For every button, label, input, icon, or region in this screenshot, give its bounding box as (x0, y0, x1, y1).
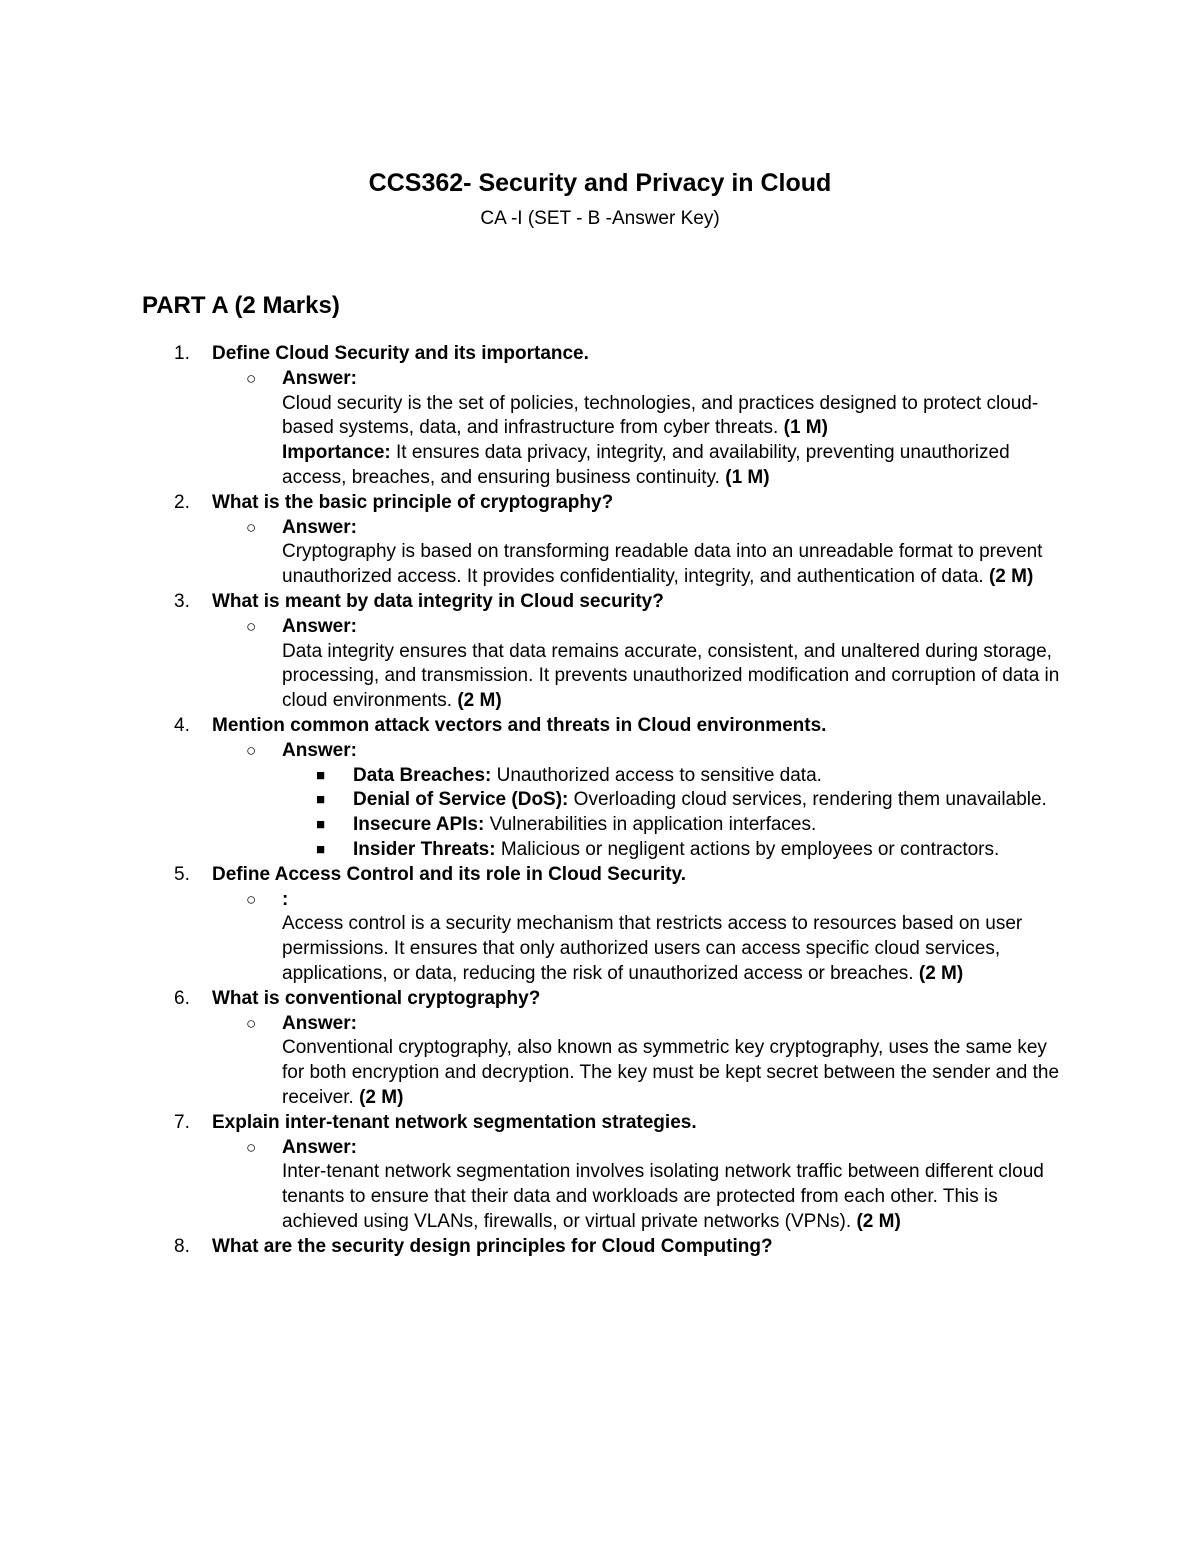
answer-4 (0, 739, 1200, 764)
answer-text: Inter-tenant network segmentation involves isolating network traffic between different cloud tenants to ensure that their data and workloads are protected from each other. This is achieved using VLANs, firewalls, or virtual private networks (VPNs). (282, 1161, 1044, 1232)
bullet-desc: Unauthorized access to sensitive data. (496, 764, 822, 786)
bullet-item (0, 838, 1200, 863)
answer-body (282, 392, 1062, 491)
marks-label: (2 M) (918, 962, 964, 984)
document-title: CCS362- Security and Privacy in Cloud (368, 169, 832, 197)
marks-label: (1 M) (783, 417, 828, 439)
question-number: 7. (174, 1111, 190, 1133)
part-a-heading: PART A (2 Marks) (142, 292, 340, 319)
hollow-circle-bullet-icon: ○ (246, 889, 257, 909)
question-text: Define Access Control and its role in Cloud Security. (212, 863, 687, 885)
importance-label: Importance: (282, 442, 391, 464)
answer-6 (0, 1012, 1200, 1111)
question-text: What are the security design principles for Cloud Computing? (212, 1235, 773, 1257)
bullet-term: Insecure APIs: (353, 814, 485, 836)
answer-label: Answer: (282, 1136, 357, 1158)
question-text: Mention common attack vectors and threats in Cloud environments. (212, 714, 827, 736)
question-number: 2. (174, 491, 190, 513)
marks-label: (1 M) (725, 466, 770, 488)
hollow-circle-bullet-icon: ○ (246, 616, 257, 636)
question-number: 4. (174, 714, 190, 736)
answer-label: : (282, 888, 289, 910)
marks-label: (2 M) (856, 1210, 901, 1232)
hollow-circle-bullet-icon: ○ (246, 368, 257, 388)
answer-body (282, 540, 1062, 590)
question-7 (0, 1111, 1200, 1136)
question-list (0, 342, 1200, 1259)
bullet-text (353, 838, 1053, 863)
bullet-term: Data Breaches: (353, 764, 492, 786)
answer-3 (0, 615, 1200, 714)
question-6 (0, 987, 1200, 1012)
hollow-circle-bullet-icon: ○ (246, 517, 257, 537)
question-number: 3. (174, 590, 190, 612)
question-text: Explain inter-tenant network segmentation strategies. (212, 1111, 697, 1133)
question-number: 5. (174, 863, 190, 885)
square-bullet-icon: ■ (316, 840, 326, 858)
bullet-term: Insider Threats: (353, 838, 496, 860)
answer-text: Access control is a security mechanism that restricts access to resources based on user permissions. It ensures that only authorized users can access specific cloud services, applications, or data, reducing the risk of unauthorized access or breaches. (282, 913, 1023, 984)
answer-body (282, 1036, 1062, 1110)
question-text: What is meant by data integrity in Cloud security? (212, 590, 664, 612)
question-number: 8. (174, 1235, 190, 1257)
hollow-circle-bullet-icon: ○ (246, 1137, 257, 1157)
square-bullet-icon: ■ (316, 766, 326, 784)
bullet-text (353, 813, 1053, 838)
bullet-item (0, 813, 1200, 838)
answer-label: Answer: (282, 516, 357, 538)
answer-body (282, 1160, 1062, 1234)
question-8 (0, 1235, 1200, 1260)
hollow-circle-bullet-icon: ○ (246, 1013, 257, 1033)
question-text: Define Cloud Security and its importance. (212, 343, 589, 364)
bullet-item (0, 788, 1200, 813)
question-text: What is conventional cryptography? (212, 987, 541, 1009)
answer-text: It ensures data privacy, integrity, and availability, preventing unauthorized access, breaches, and ensuring business continuity. (282, 442, 1010, 488)
answer-5 (0, 888, 1200, 987)
bullet-desc: Malicious or negligent actions by employees or contractors. (500, 838, 1000, 860)
answer-body (282, 912, 1062, 986)
question-text: What is the basic principle of cryptography? (212, 491, 614, 513)
document-subtitle: CA -I (SET - B -Answer Key) (480, 208, 720, 229)
question-4 (0, 714, 1200, 739)
marks-label: (2 M) (359, 1086, 404, 1108)
bullet-item (0, 764, 1200, 789)
bullet-text (353, 764, 1053, 789)
square-bullet-icon: ■ (316, 791, 326, 809)
answer-1 (0, 367, 1200, 491)
answer-text: Cloud security is the set of policies, technologies, and practices designed to protect cloud-based systems, data, and infrastructure from cyber threats. (282, 392, 1039, 439)
answer-text: Cryptography is based on transforming readable data into an unreadable format to prevent unauthorized access. It provides confidentiality, integrity, and authentication of data. (282, 541, 1043, 588)
answer-label: Answer: (282, 739, 357, 761)
question-number: 6. (174, 987, 190, 1009)
answer-7 (0, 1136, 1200, 1235)
bullet-text (353, 788, 1053, 813)
answer-label: Answer: (282, 615, 357, 637)
question-1 (0, 342, 1200, 367)
question-number: 1. (174, 343, 190, 364)
hollow-circle-bullet-icon: ○ (246, 740, 257, 760)
question-2 (0, 491, 1200, 516)
question-3 (0, 590, 1200, 615)
marks-label: (2 M) (988, 566, 1034, 588)
question-5 (0, 863, 1200, 888)
answer-body (282, 640, 1062, 714)
bullet-term: Denial of Service (DoS): (353, 789, 569, 811)
answer-2 (0, 516, 1200, 590)
answer-text: Data integrity ensures that data remains accurate, consistent, and unaltered during storage, processing, and transmission. It prevents unauthorized modification and corruption of data in cloud environments. (282, 640, 1060, 712)
answer-label: Answer: (282, 1012, 357, 1034)
square-bullet-icon: ■ (316, 816, 326, 834)
answer-text: Conventional cryptography, also known as symmetric key cryptography, uses the same key for both encryption and decryption. The key must be kept secret between the sender and the receiver. (282, 1037, 1060, 1108)
marks-label: (2 M) (457, 690, 502, 712)
bullet-desc: Vulnerabilities in application interfaces. (489, 814, 817, 836)
answer-label: Answer: (282, 367, 357, 389)
bullet-desc: Overloading cloud services, rendering them unavailable. (573, 789, 1047, 811)
